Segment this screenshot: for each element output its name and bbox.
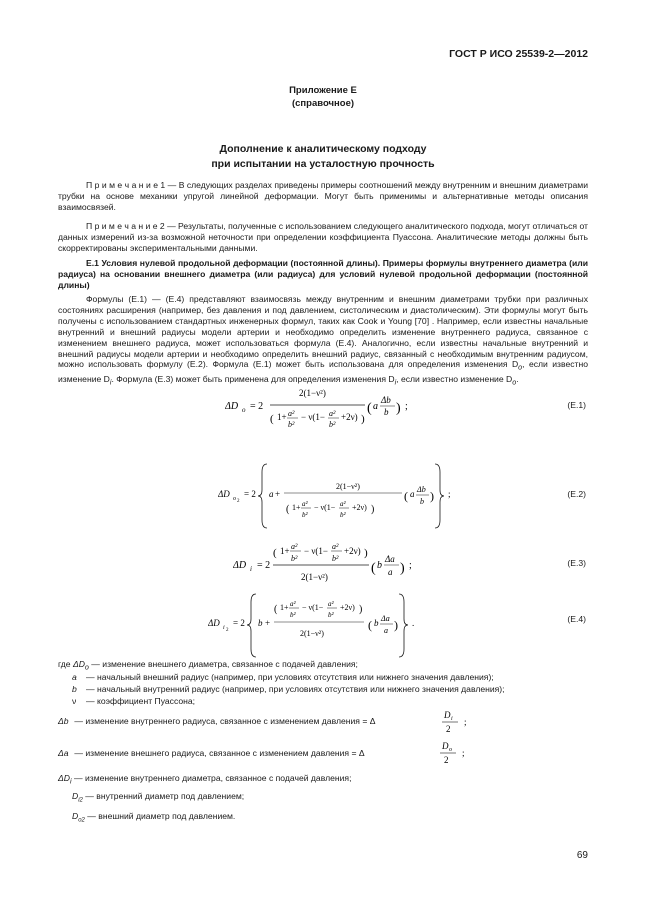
svg-text:(: (	[270, 413, 274, 425]
def-text: — начальный внутренний радиус (например, при условиях отсутствия или нижнего значения давления);	[86, 684, 505, 694]
svg-text:b²: b²	[291, 554, 298, 563]
svg-text:;: ;	[448, 489, 451, 499]
note-1-label: П р и м е ч а н и е 1	[86, 180, 166, 190]
svg-text:): )	[371, 504, 375, 515]
def-nu	[58, 696, 195, 706]
svg-text:a: a	[388, 567, 393, 577]
svg-text:b²: b²	[288, 420, 295, 429]
svg-text:+2ν): +2ν)	[352, 503, 367, 512]
svg-text:a²: a²	[328, 600, 334, 608]
def-symbol: Δa	[58, 748, 69, 758]
svg-text:− ν(1−: − ν(1−	[301, 412, 325, 422]
svg-text:− ν(1−: − ν(1−	[302, 603, 324, 612]
standard-header: ГОСТ Р ИСО 25539-2—2012	[449, 48, 588, 60]
def-symbol: ΔD	[58, 773, 70, 783]
svg-text:ΔD: ΔD	[218, 489, 230, 499]
def-text: — изменение внешнего диаметра, связанное с подачей давления;	[88, 659, 358, 669]
paragraph-tail-3: , если известно изменение D	[396, 374, 513, 385]
svg-text:2(1−ν²): 2(1−ν²)	[300, 629, 324, 638]
svg-text:.: .	[412, 618, 415, 628]
annex-heading	[0, 142, 646, 172]
def-text: — внешний диаметр под давлением.	[84, 811, 236, 821]
svg-text:− ν(1−: − ν(1−	[314, 503, 336, 512]
svg-text:+2ν): +2ν)	[341, 412, 358, 422]
def-delta-di	[58, 773, 351, 786]
sub-o-1: o	[518, 364, 523, 373]
section-title: Е.1 Условия нулевой продольной деформации (постоянной длины). Примеры формулы внутреннего диаметра (или радиуса) на основании внешнего диаметра (или радиуса) для условий нулевой продольной деформации (постоянной длины)	[58, 258, 588, 290]
note-2-label: П р и м е ч а н и е 2	[86, 221, 165, 231]
svg-text:2(1−ν²): 2(1−ν²)	[301, 572, 328, 582]
svg-text:b: b	[420, 497, 424, 506]
svg-text:): )	[396, 401, 401, 416]
svg-text:b: b	[374, 618, 379, 628]
svg-text:2: 2	[446, 724, 451, 734]
def-do2	[58, 811, 235, 824]
svg-text:Δb: Δb	[381, 395, 391, 405]
heading-line-2: при испытании на усталостную прочность	[211, 158, 435, 170]
svg-text:= 2: = 2	[244, 489, 256, 499]
annex-title: Приложение Е	[289, 85, 357, 96]
svg-text:b²: b²	[332, 554, 339, 563]
equation-e1	[225, 382, 435, 436]
paragraph-tail-1: , если известно изменение D	[58, 359, 588, 385]
paragraph-body: Формулы (Е.1) — (Е.4) представляют взаимосвязь между внутренним и внешним диаметрами трубки при различных состояниях расширения (например, без давления и под давлением, систолическим и диастолическим). Эти формулы могут быть получены с использованием стандартных инженерных формул, таких как Cook и Young [70] . Например, если известны начальные внутренний и внешний радиусы модели артерии и необходимо определить изменение внутреннего радиуса, связанное с изменением внешнего радиуса, может использоваться формула (Е.4). Аналогично, если известны начальные внутренний и внешний радиусы модели артерии и необходимо определить внешний радиус, связанный с необходимым внутренним радиусом, можно использовать формулу (Е.2). Формула (Е.1) может быть использована для определения изменения D	[58, 294, 588, 370]
svg-text:a²: a²	[329, 409, 336, 418]
equation-number-e2: (Е.2)	[567, 489, 586, 499]
fraction-di-over-2	[440, 707, 480, 735]
svg-text:Δa: Δa	[381, 614, 390, 623]
equation-number-e4: (Е.4)	[567, 614, 586, 624]
svg-text:b: b	[384, 407, 389, 417]
note-2-text: — Результаты, полученные с использованием следующего аналитического подхода, могут отличаться от данных измерений из-за возможной неточности при определении коэффициента Пуассона. Аналитические методы должны быть скорректированы экспериментальными данными.	[58, 221, 588, 253]
svg-text:): )	[359, 604, 363, 615]
def-symbol: b	[72, 684, 77, 694]
svg-text:2: 2	[237, 499, 240, 504]
svg-text:a²: a²	[291, 542, 298, 551]
svg-text:2: 2	[444, 755, 449, 765]
heading-line-1: Дополнение к аналитическому подходу	[219, 143, 427, 155]
svg-text:(: (	[274, 604, 278, 615]
svg-text:(: (	[368, 618, 372, 632]
svg-text:a²: a²	[290, 600, 296, 608]
equation-e3	[233, 536, 433, 592]
def-delta-b	[58, 716, 375, 726]
svg-text:a: a	[384, 626, 388, 635]
def-sub: o	[84, 663, 89, 672]
svg-text:b²: b²	[329, 420, 336, 429]
svg-text:= 2: = 2	[250, 401, 264, 412]
svg-text:i: i	[250, 565, 252, 573]
svg-text:o: o	[233, 496, 236, 502]
svg-text:b: b	[377, 560, 382, 571]
note-2	[58, 221, 588, 254]
def-text: — внутренний диаметр под давлением;	[82, 791, 245, 801]
svg-text:): )	[361, 413, 365, 425]
svg-text:b²: b²	[290, 611, 296, 619]
def-text: — коэффициент Пуассона;	[86, 696, 196, 706]
equation-number-e1: (Е.1)	[567, 400, 586, 410]
def-delta-do	[58, 659, 358, 672]
svg-text:): )	[364, 547, 368, 559]
def-symbol: a	[72, 672, 77, 682]
def-b	[58, 684, 505, 694]
svg-text:1+: 1+	[277, 412, 287, 422]
svg-text:b²: b²	[340, 511, 346, 519]
def-symbol: D	[72, 791, 79, 801]
svg-text:a: a	[269, 489, 274, 499]
def-text: — начальный внешний радиус (например, при условиях отсутствия или нижнего значения давления);	[86, 672, 494, 682]
svg-text:): )	[430, 489, 434, 503]
def-text: — изменение внешнего радиуса, связанное с изменением давления = Δ	[72, 748, 365, 758]
svg-text:b²: b²	[302, 511, 308, 519]
svg-text:;: ;	[409, 560, 412, 571]
sub-i-2: i	[394, 378, 397, 387]
svg-text:a²: a²	[340, 500, 346, 508]
svg-text:+2ν): +2ν)	[340, 603, 355, 612]
section-paragraph	[58, 294, 588, 389]
svg-text:+: +	[265, 618, 271, 628]
svg-text:= 2: = 2	[233, 618, 245, 628]
def-delta-a	[58, 748, 365, 758]
svg-text:2(1−ν²): 2(1−ν²)	[336, 482, 360, 491]
svg-text:a²: a²	[302, 500, 308, 508]
fraction-do-over-2	[438, 738, 478, 766]
svg-text:o: o	[449, 747, 452, 753]
svg-text:+2ν): +2ν)	[344, 546, 361, 556]
svg-text:;: ;	[464, 717, 467, 727]
svg-text:o: o	[242, 406, 246, 414]
svg-text:− ν(1−: − ν(1−	[304, 546, 328, 556]
def-sub: o2	[78, 817, 85, 824]
svg-text:a²: a²	[332, 542, 339, 551]
note-1	[58, 180, 588, 213]
svg-text:(: (	[286, 504, 290, 515]
def-a	[58, 672, 494, 682]
svg-text:;: ;	[405, 401, 408, 412]
svg-text:D: D	[444, 710, 451, 720]
svg-text:(: (	[371, 561, 376, 576]
svg-text:ΔD: ΔD	[225, 401, 239, 412]
svg-text:1+: 1+	[280, 546, 290, 556]
svg-text:1+: 1+	[292, 503, 301, 512]
def-symbol: D	[72, 811, 79, 821]
equation-e4	[208, 592, 438, 660]
svg-text:+: +	[275, 489, 281, 499]
svg-text:b: b	[258, 618, 263, 628]
svg-text:1+: 1+	[280, 603, 289, 612]
svg-text:b²: b²	[328, 611, 334, 619]
annex-type: (справочное)	[291, 98, 355, 109]
svg-text:): )	[400, 561, 405, 576]
svg-text:i: i	[223, 625, 225, 631]
annex-block	[0, 84, 646, 110]
def-intro: где	[58, 659, 73, 669]
sub-i-1: i	[109, 378, 112, 387]
svg-text:ΔD: ΔD	[208, 618, 220, 628]
def-text: — изменение внутреннего диаметра, связанное с подачей давления;	[71, 773, 352, 783]
equation-number-e3: (Е.3)	[567, 558, 586, 568]
def-symbol: ΔD	[72, 659, 85, 669]
sub-o-2: o	[512, 378, 517, 387]
def-sub: i	[69, 777, 72, 786]
svg-text:2(1−ν²): 2(1−ν²)	[299, 388, 326, 398]
svg-text:i: i	[451, 716, 453, 722]
svg-text:;: ;	[462, 748, 465, 758]
def-symbol: ν	[72, 696, 77, 706]
def-text: — изменение внутреннего радиуса, связанное с изменением давления = Δ	[72, 716, 376, 726]
svg-text:(: (	[273, 547, 277, 559]
note-1-text: — В следующих разделах приведены примеры соотношений между внутренним и внешним диаметрами трубки на основе механики упругой линейной деформации. Могут быть применимы и альтернативные методы описания взаимосвязей.	[58, 180, 588, 212]
def-symbol: Δb	[58, 716, 69, 726]
equation-e2	[218, 462, 458, 530]
svg-text:D: D	[442, 741, 449, 751]
svg-text:= 2: = 2	[257, 560, 271, 571]
svg-text:a: a	[410, 489, 415, 499]
def-di2	[58, 791, 244, 804]
def-sub: i2	[78, 797, 83, 804]
page-number: 69	[576, 850, 588, 861]
svg-text:Δb: Δb	[417, 485, 426, 494]
svg-text:2: 2	[226, 628, 229, 633]
paragraph-tail-2: . Формула (Е.3) может быть применена для определения изменения D	[111, 374, 395, 385]
svg-text:Δa: Δa	[385, 554, 395, 564]
svg-text:ΔD: ΔD	[233, 560, 247, 571]
svg-text:(: (	[367, 401, 372, 416]
svg-text:a²: a²	[288, 409, 295, 418]
svg-text:a: a	[373, 401, 378, 412]
svg-text:): )	[394, 618, 398, 632]
svg-text:(: (	[404, 489, 408, 503]
paragraph-end: .	[516, 374, 519, 385]
